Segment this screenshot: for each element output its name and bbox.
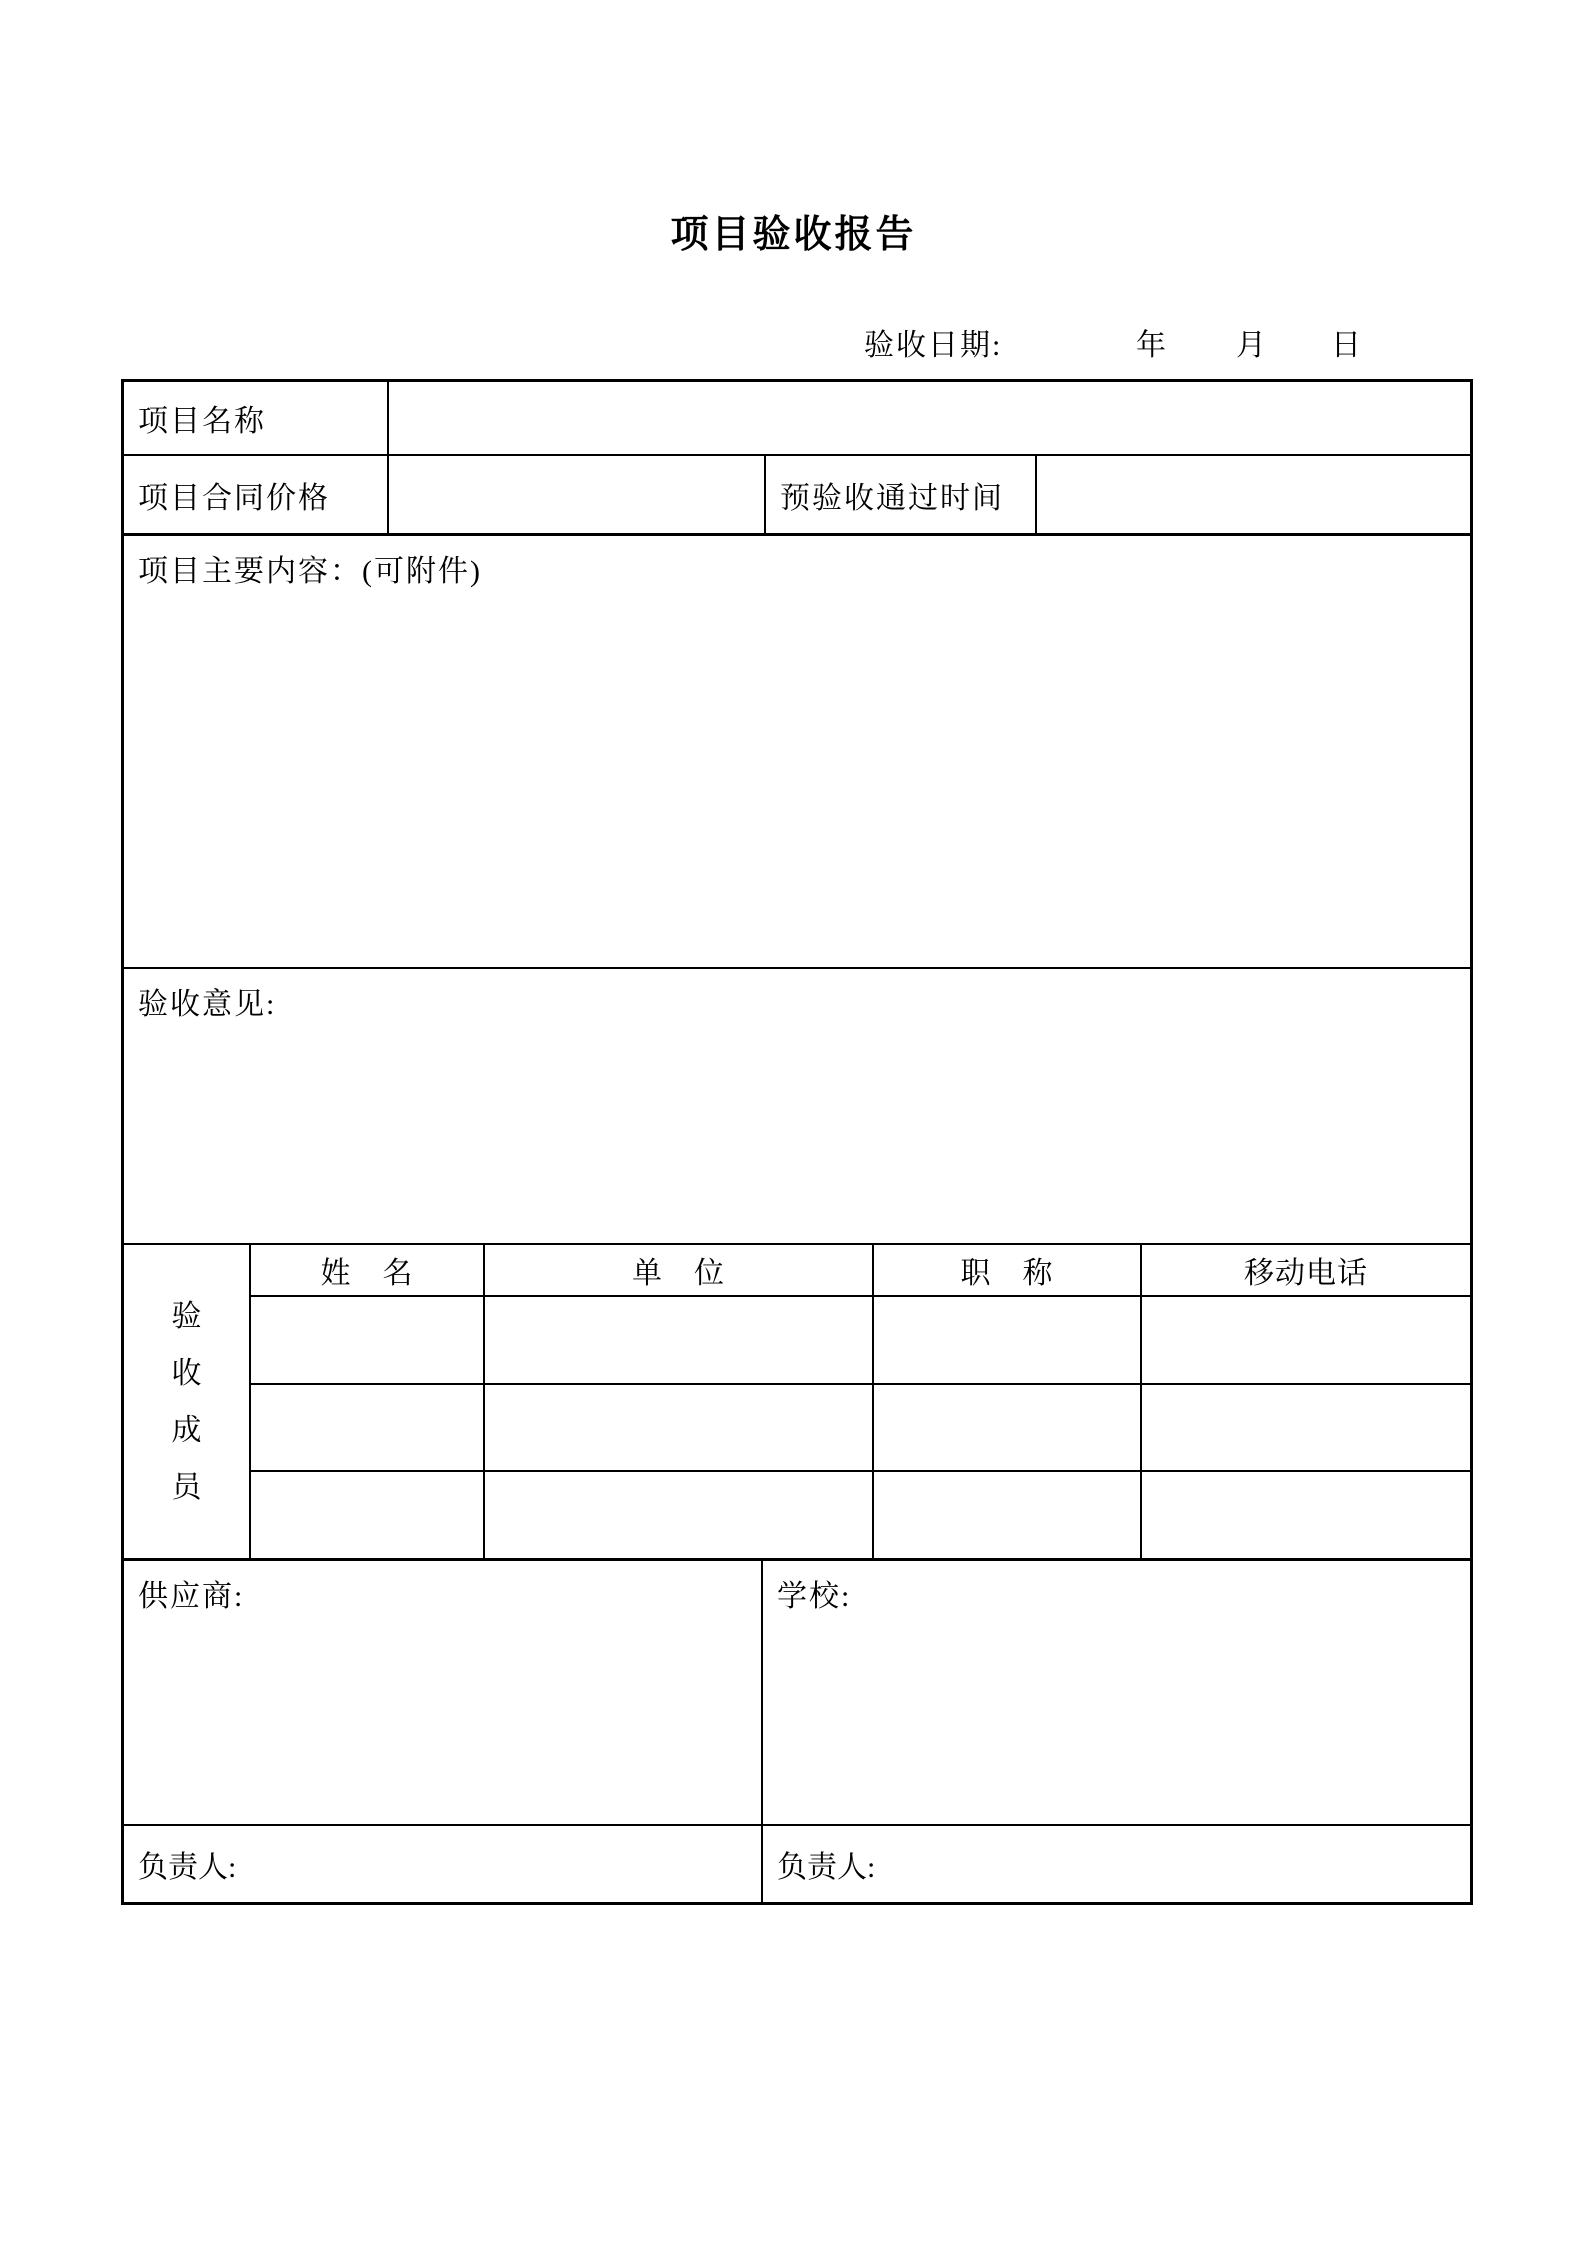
member-name-cell[interactable] — [251, 1385, 483, 1471]
member-col-header-unit: 单 位 — [483, 1245, 872, 1295]
date-year-label: 年 — [1136, 329, 1168, 362]
page-title: 项目验收报告 — [670, 214, 917, 256]
member-phone-cell[interactable] — [1140, 1472, 1470, 1558]
pre-acceptance-time-input-cell[interactable] — [1035, 456, 1470, 533]
table-row-contract-price — [124, 454, 1470, 533]
member-row-3 — [251, 1470, 1470, 1558]
main-content-input-cell[interactable] — [124, 536, 1470, 967]
acceptance-opinion-label: 验收意见: — [138, 988, 277, 1021]
school-input-cell[interactable] — [761, 1561, 1470, 1824]
member-unit-cell[interactable] — [483, 1297, 872, 1383]
member-unit-cell[interactable] — [483, 1385, 872, 1471]
member-title-cell[interactable] — [872, 1297, 1140, 1383]
project-acceptance-form-table — [121, 379, 1473, 1905]
table-row-members — [124, 1243, 1470, 1558]
project-name-input-cell[interactable] — [387, 382, 1470, 454]
member-header-row — [251, 1245, 1470, 1295]
member-table — [249, 1245, 1470, 1558]
table-row-project-name — [124, 382, 1470, 454]
school-manager-label: 负责人: — [777, 1851, 876, 1884]
member-group-label-cell — [124, 1245, 249, 1558]
supplier-label: 供应商: — [138, 1580, 245, 1613]
table-row-main-content — [124, 533, 1470, 967]
member-title-cell[interactable] — [872, 1472, 1140, 1558]
member-name-cell[interactable] — [251, 1472, 483, 1558]
project-name-label: 项目名称 — [138, 405, 266, 438]
main-content-label: 项目主要内容：(可附件) — [138, 555, 482, 588]
contract-price-input-cell[interactable] — [387, 456, 764, 533]
school-label: 学校: — [777, 1580, 852, 1613]
pre-acceptance-time-label: 预验收通过时间 — [764, 456, 1035, 533]
member-phone-cell[interactable] — [1140, 1297, 1470, 1383]
table-row-managers — [124, 1824, 1470, 1902]
member-row-2 — [251, 1383, 1470, 1471]
member-col-header-phone: 移动电话 — [1140, 1245, 1470, 1295]
supplier-input-cell[interactable] — [124, 1561, 761, 1824]
date-month-label: 月 — [1236, 329, 1268, 362]
member-unit-cell[interactable] — [483, 1472, 872, 1558]
member-name-cell[interactable] — [251, 1297, 483, 1383]
supplier-manager-label: 负责人: — [138, 1851, 237, 1884]
member-col-header-title: 职 称 — [872, 1245, 1140, 1295]
acceptance-opinion-input-cell[interactable] — [124, 969, 1470, 1243]
date-day-label: 日 — [1331, 329, 1363, 362]
acceptance-date-label: 验收日期: — [864, 329, 1003, 362]
member-col-header-name: 姓 名 — [320, 1257, 414, 1290]
member-row-1 — [251, 1295, 1470, 1383]
table-row-supplier-school — [124, 1558, 1470, 1824]
school-manager-input-cell[interactable] — [761, 1826, 1470, 1902]
member-phone-cell[interactable] — [1140, 1385, 1470, 1471]
table-row-acceptance-opinion — [124, 967, 1470, 1243]
supplier-manager-input-cell[interactable] — [124, 1826, 761, 1902]
member-group-label: 验收成员 — [171, 1299, 202, 1504]
member-title-cell[interactable] — [872, 1385, 1140, 1471]
contract-price-label: 项目合同价格 — [138, 481, 330, 515]
